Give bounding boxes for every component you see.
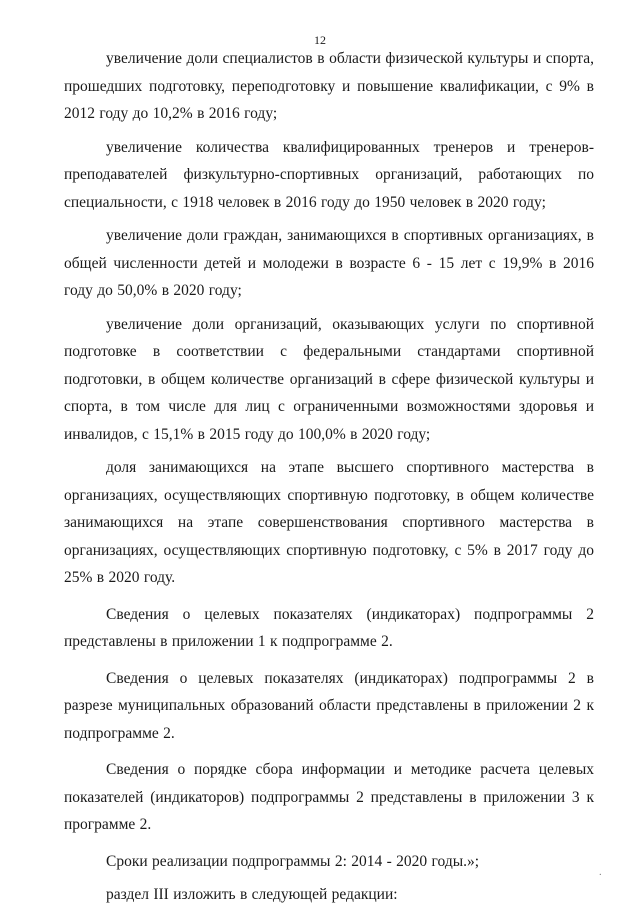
paragraph-youth-share: увеличение доли граждан, занимающихся в спортивных организациях, в общей численности детей и молодежи в возрасте 6 - 15 лет с 19,9% в 2016 году до 50,0% в 2020 году;: [64, 227, 594, 299]
paragraph-appendix-1: Сведения о целевых показателях (индикаторах) подпрограммы 2 представлены в приложении 1 к подпрограмме 2.: [64, 605, 594, 650]
paragraph-appendix-3: Сведения о порядке сбора информации и методике расчета целевых показателей (индикаторов) подпрограммы 2 представлены в приложении 3 к программе 2.: [64, 761, 594, 833]
paragraph-section-iii-intro: раздел III изложить в следующей редакции:: [106, 886, 398, 903]
paragraph-higher-mastery-share: доля занимающихся на этапе высшего спортивного мастерства в организациях, осуществляющих спортивную подготовку, в общем количестве занимающихся на этапе совершенствования спортивного мастерства в организациях, осуществляющих спортивную подготовку, с 5% в 2017 году до 25% в 2020 году.: [64, 459, 594, 586]
paragraph-coaches-count: увеличение количества квалифицированных тренеров и тренеров-преподавателей физкультурно-спортивных организаций, работающих по специальности, с 1918 человек в 2016 году до 1950 человек в 2020 году;: [64, 138, 594, 211]
paragraph-specialists-share: увеличение доли специалистов в области физической культуры и спорта, прошедших подготовку, переподготовку и повышение квалификации, с 9% в 2012 году до 10,2% в 2016 году;: [64, 50, 594, 122]
document-body: [64, 45, 594, 909]
corner-mark: ·: [598, 870, 602, 881]
page-number: 12: [314, 33, 326, 47]
paragraph-implementation-period: Сроки реализации подпрограммы 2: 2014 - 2020 годы.»;: [106, 852, 480, 870]
paragraph-organizations-share: увеличение доли организаций, оказывающих услуги по спортивной подготовке в соответствии с федеральными стандартами спортивной подготовки, в общем количестве организаций в сфере физической культуры и спорта, в том числе для лиц с ограниченными возможностями здоровья и инвалидов, с 15,1% в 2015 году до 100,0% в 2020 году;: [64, 315, 594, 443]
paragraph-appendix-2: Сведения о целевых показателях (индикаторах) подпрограммы 2 в разрезе муниципальных образований области представлены в приложении 2 к подпрограмме 2.: [64, 669, 594, 742]
